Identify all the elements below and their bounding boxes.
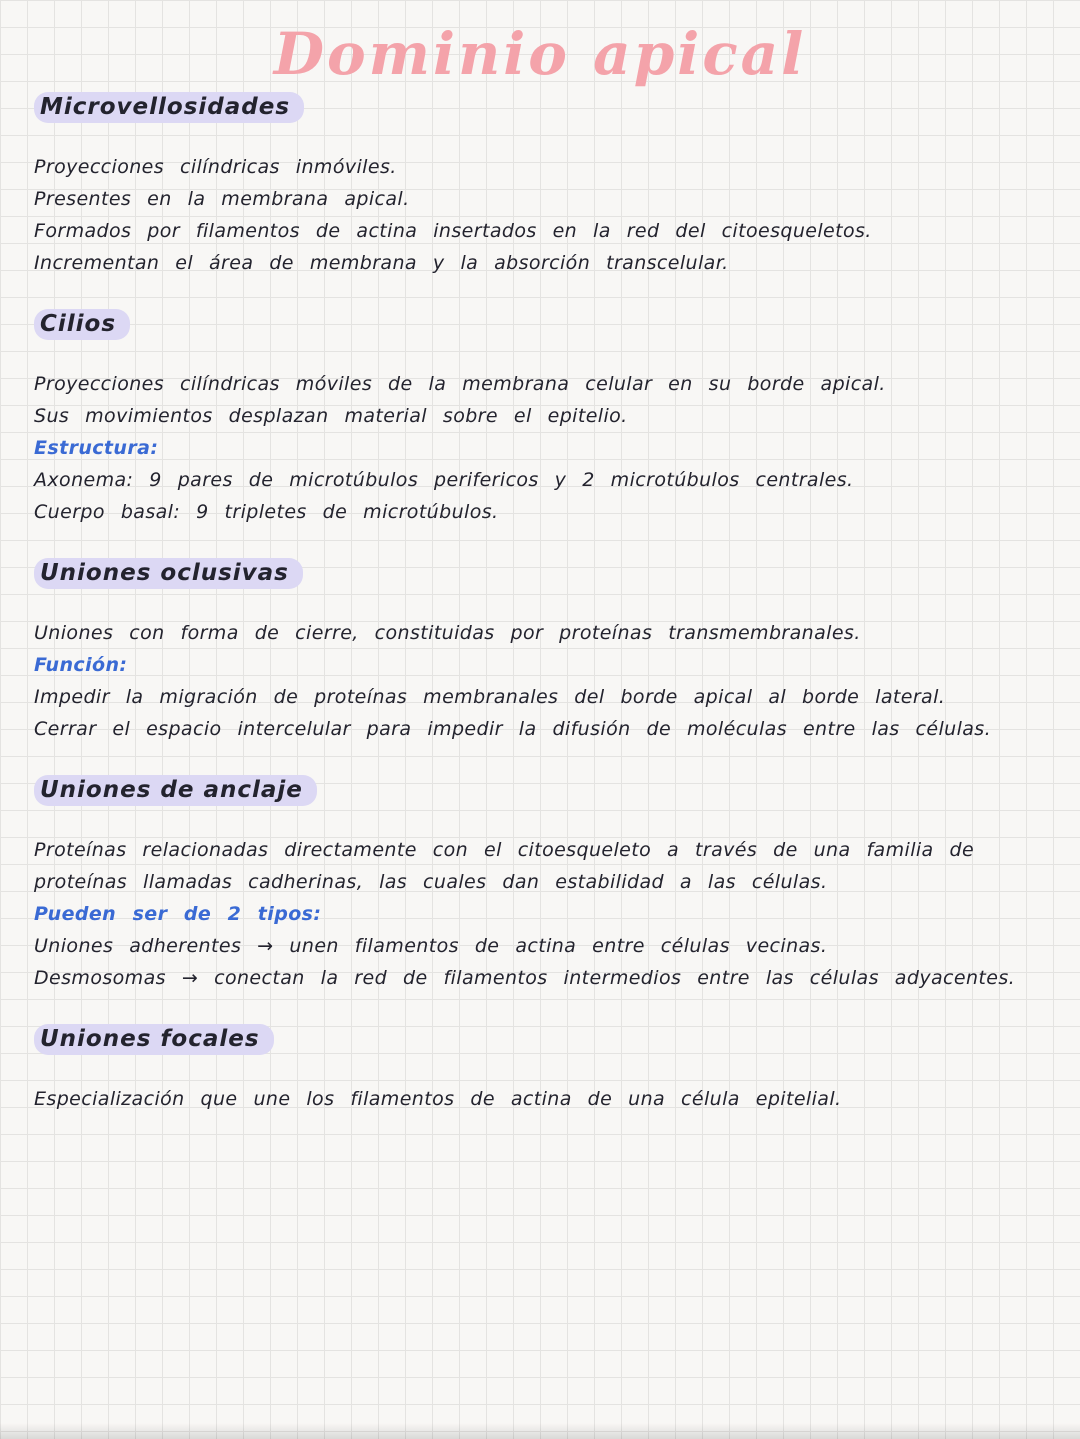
section-heading: Uniones oclusivas [34,558,303,589]
section-heading-row [34,309,1046,340]
section-heading-row [34,558,1046,589]
note-line: Uniones con forma de cierre, constituidas por proteínas transmembranales. [34,622,861,644]
note-line: Desmosomas → conectan la red de filamentos intermedios entre las células adyacentes. [34,967,1016,989]
note-line: Formados por filamentos de actina insertados en la red del citoesqueletos. [34,220,872,242]
note-line: Cerrar el espacio intercelular para impedir la difusión de moléculas entre las células. [34,718,992,740]
section-uniones-focales [34,1024,1046,1115]
note-line: Impedir la migración de proteínas membranales del borde apical al borde lateral. [34,686,946,708]
note-line: Proyecciones cilíndricas inmóviles. [34,156,397,178]
section-heading-row [34,775,1046,806]
note-line: Sus movimientos desplazan material sobre el epitelio. [34,405,628,427]
section-cilios [34,309,1046,528]
note-line: Especialización que une los filamentos de actina de una célula epitelial. [34,1088,842,1110]
section-heading: Uniones focales [34,1024,274,1055]
section-heading-row [34,1024,1046,1055]
note-line: Presentes en la membrana apical. [34,188,410,210]
note-line: Axonema: 9 pares de microtúbulos perifericos y 2 microtúbulos centrales. [34,469,854,491]
section-microvellosidades [34,92,1046,279]
page-title: Dominio apical [273,20,807,88]
note-subheading: Estructura: [34,437,159,459]
section-uniones-oclusivas [34,558,1046,745]
note-line: Incrementan el área de membrana y la absorción transcelular. [34,252,729,274]
section-heading: Cilios [34,309,130,340]
note-line: Proteínas relacionadas directamente con el citoesqueleto a través de una familia de proteínas llamadas cadherinas, las cuales dan estabilidad a las células. [34,839,975,893]
note-line: Uniones adherentes → unen filamentos de actina entre células vecinas. [34,935,828,957]
note-subheading: Pueden ser de 2 tipos: [34,903,322,925]
page-edge-shadow [0,1423,1080,1439]
section-heading: Uniones de anclaje [34,775,317,806]
note-subheading: Función: [34,654,128,676]
section-uniones-de-anclaje [34,775,1046,994]
section-heading: Microvellosidades [34,92,304,123]
note-line: Cuerpo basal: 9 tripletes de microtúbulos. [34,501,499,523]
note-line: Proyecciones cilíndricas móviles de la membrana celular en su borde apical. [34,373,886,395]
section-heading-row [34,92,1046,123]
